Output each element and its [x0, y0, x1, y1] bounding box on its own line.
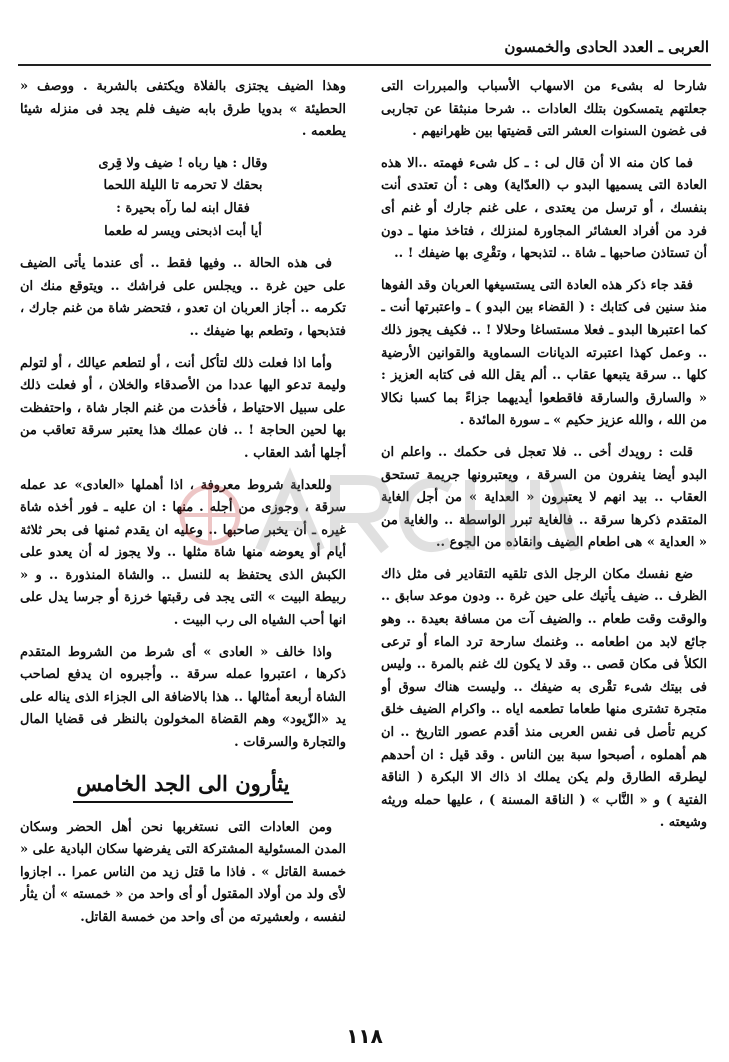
paragraph: شارحا له بشىء من الاسهاب الأسباب والمبررات التى جعلتهم يتمسكون بتلك العادات .. شرحا منبثقا عن تجاربى فى غضون السنوات العشر التى قضيتها بين ظهرانيهم . [381, 79, 707, 140]
paragraph: فقد جاء ذكر هذه العادة التى يستسيغها العربان وقد الفوها منذ سنين فى كتابك : ( القضاء بين البدو ) ـ واعتبرتها أنت ـ كما اعتبرها البدو ـ فعلا مستساغا وحلالا ! .. فكيف يجوز ذلك .. وعمل كهذا اعتبرته الديانات السماوية والقوانين الأرضية كلها .. سرقة يتبعها عقاب .. ألم يقل الله فى كتابه العزيز : « والسارق والسارقة فاقطعوا أيديهما جزاءً بما كسبا نكالا من الله ، والله عزيز حكيم » ـ سورة المائدة . [381, 277, 707, 429]
paragraph: فما كان منه الا أن قال لى : ـ كل شىء فهمته ..الا هذه العادة التى يسميها البدو ب (العدّاية) وهى : أن تعتدى أنت بنفسك ، أو ترسل من يعتدى ، على غنم جارك أو غنم أى فرد من أفراد العشائر المجاورة لمنزلك ، فتاخذ منها ـ دون أن تستاذن صاحبها ـ شاة .. لتذبحها ، وتقْرِى بها ضيفك ! .. [381, 155, 707, 262]
paragraph: ومن العادات التى نستغربها نحن أهل الحضر وسكان المدن المسئولية المشتركة التى يفرضها سكان البادية على « خمسة القاتل » . فاذا ما قتل زيد من الناس عمرا .. اجازوا لأى ولد من أولاد المقتول أو أى واحد من « خمسته » أن يثأر لنفسه ، ولعشيرته من أى واحد من خمسة القاتل. [20, 819, 346, 925]
header-divider [18, 64, 711, 66]
section-heading-text: يثأرون الى الجد الخامس [73, 769, 294, 803]
verse-line: بحقك لا تحرمه تا الليلة اللحما [103, 178, 263, 194]
section-heading [20, 769, 346, 803]
magazine-issue-title: العربى ـ العدد الحادى والخمسون [504, 38, 709, 56]
paragraph: وهذا الضيف يجتزى بالفلاة ويكتفى بالشربة . ووصف « الحطيئة » بدويا طرق بابه ضيف فلم يجد فى منزله شيئا يطعمه . [20, 79, 346, 140]
left-column [20, 76, 346, 1014]
verse-line: أيا أبت اذبحنى ويسر له طعما [104, 223, 262, 239]
right-column [381, 76, 707, 1014]
paragraph: ضع نفسك مكان الرجل الذى تلقيه التقادير فى مثل ذاك الظرف .. ضيف يأتيك على حين غرة .. ودون موعد سابق .. والوقت وقت طعام .. والضيف آت من مسافة بعيدة .. وهو جائع لابد من اطعامه .. وغنمك سارحة ترد الماء أو ترعى الكلأ فى مكان قصى .. وقد لا يكون لك غنم بالمرة .. وليس فى بيتك شىء تقْرى به ضيفك .. وليست هناك سوق أو متجرة تشترى منها طعاما تطعمه اياه .. واكرام الضيف خلق كريم تأصل فى نفس العربى منذ أقدم عصور التاريخ .. ان هم أهملوه ، أصبحوا سبة بين الناس . وقد قيل : ان أحدهم ليطرقه الطارق ولم يكن يملك اذ ذاك الا البكرة ( الناقة الفتية ) و « النَّاب » ( الناقة المسنة ) ، عليها حمله وريثه وشيعته . [381, 566, 707, 831]
paragraph: فى هذه الحالة .. وفيها فقط .. أى عندما يأتى الضيف على حين غرة .. ويجلس على فراشك .. ويتوقع منك ان تكرمه .. أجاز العربان ان تعدو ، فتحضر شاة من غنم جارك ، فتذبحها ، وتطعم بها ضيفك .. [20, 256, 346, 339]
page-number: ١١٨ [346, 1024, 383, 1048]
poem-verse [20, 153, 346, 243]
paragraph: قلت : رويدك أخى .. فلا تعجل فى حكمك .. واعلم ان البدو أيضا ينفرون من السرقة ، ويعتبرونها جريمة تستحق العقاب .. بيد انهم لا يعتبرون « العداية » من أجل الغاية المتقدم ذكرها سرقة .. فالغاية تبرر الواسطة .. والغاية من « العداية » هى اطعام الضيف وانقاذه من الجوع .. [381, 444, 707, 551]
paragraph: واذا خالف « العادى » أى شرط من الشروط المتقدم ذكرها ، اعتبروا عمله سرقة .. وأجبروه ان يدفع لصاحب الشاة أربعة أمثالها .. هذا بالاضافة الى الجزاء الذى يناله على يد «الزّيود» وهم القضاة المخولون بالنظر فى قضايا المال والتجارة والسرقات . [20, 644, 346, 751]
paragraph: وأما اذا فعلت ذلك لتأكل أنت ، أو لتطعم عيالك ، أو لتولم وليمة تدعو اليها عددا من الأصدقاء والخلان ، أو فعلت ذلك على سبيل الاحتياط ، فأخذت من غنم الجار شاة ، واحتفظت بها لحين الحاجة ! .. فان عملك هذا يعتبر سرقة تعاقب من أجلها أشد العقاب . [20, 355, 346, 461]
paragraph: وللعداية شروط معروفة ، اذا أهملها «العادى» عد عمله سرقة ، وجوزى من أجله . منها : ان عليه ـ فور أخذه شاة غيره ـ أن يخبر صاحبها .. وعليه ان يقدم ثمنها فى بحر ثلاثة أيام أو يعوضه منها شاة مثلها .. ولا يجوز له أن يعدو على الكبش الذى يحتفظ به للنسل .. والشاة المنذورة .. و « ربيطة البيت » التى يجد فى رقبتها خرزة أو جرسا يدل على انها أحب الشياه الى رب البيت . [20, 477, 346, 629]
verse-line: وقال : هيا رباه ! ضيف ولا قِرى [98, 155, 268, 171]
verse-line: فقال ابنه لما رآه بحيرة : [116, 200, 250, 216]
page-header [20, 38, 709, 56]
